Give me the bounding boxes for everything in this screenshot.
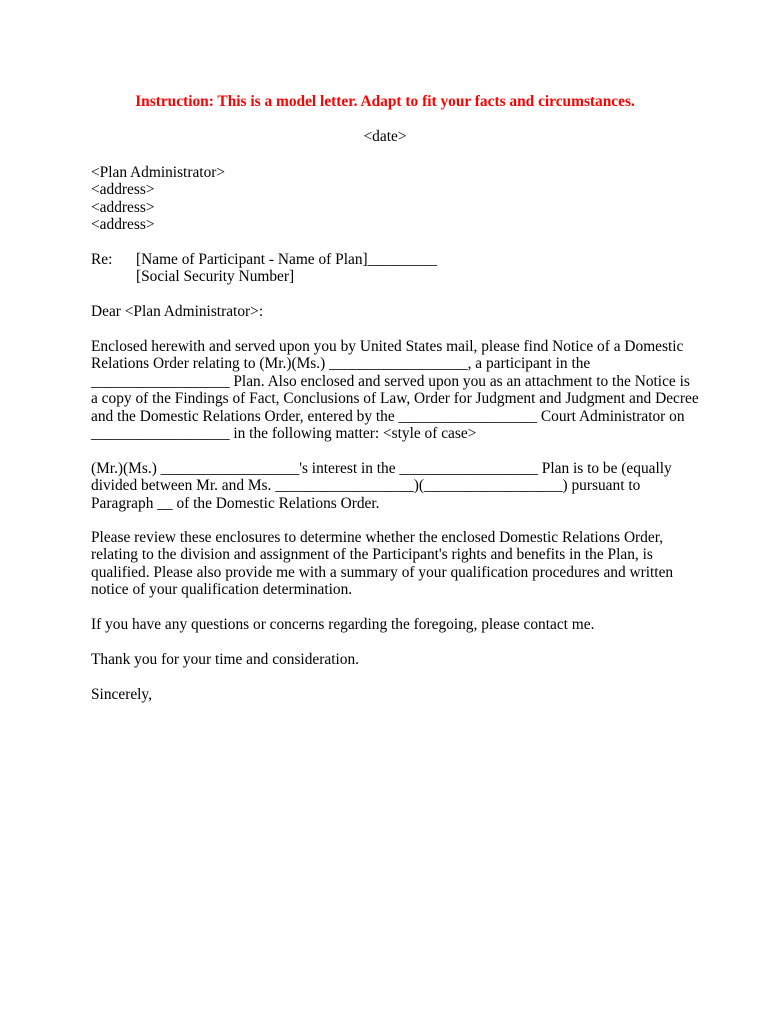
paragraph-line: Enclosed herewith and served upon you by United States mail, please find Notice of a Domestic: [91, 338, 684, 355]
recipient-address-block: [91, 164, 691, 234]
paragraph-line: __________________ Plan. Also enclosed and served upon you as an attachment to the Notice is: [91, 372, 690, 390]
paragraph-line: notice of your qualification determination.: [91, 581, 353, 599]
paragraph-line: __________________ in the following matter: <style of case>: [91, 425, 477, 443]
address-line: <address>: [91, 216, 155, 234]
paragraph-line: Relations Order relating to (Mr.)(Ms.) __________________, a participant in the: [91, 355, 591, 373]
address-line: <Plan Administrator>: [91, 164, 226, 181]
paragraph-line: (Mr.)(Ms.) __________________'s interest in the __________________ Plan is to be (equally: [91, 460, 672, 477]
letter-date: <date>: [363, 128, 407, 145]
body-paragraph-review: [91, 529, 691, 599]
reference-block: [91, 251, 691, 286]
paragraph-line: relating to the division and assignment of the Participant's rights and benefits in the Plan, is: [91, 546, 653, 564]
salutation: Dear <Plan Administrator>:: [91, 303, 264, 320]
body-paragraph-thanks: Thank you for your time and consideration.: [91, 651, 359, 668]
paragraph-line: Paragraph __ of the Domestic Relations Order.: [91, 494, 380, 512]
paragraph-line: divided between Mr. and Ms. __________________)(__________________) pursuant to: [91, 477, 641, 495]
body-paragraph-interest: [91, 460, 691, 512]
re-participant-plan: [Name of Participant - Name of Plan]_________: [136, 251, 437, 268]
body-paragraph-questions: If you have any questions or concerns regarding the foregoing, please contact me.: [91, 616, 595, 633]
closing: Sincerely,: [91, 686, 152, 703]
re-label: Re:: [91, 251, 113, 268]
body-paragraph-notice: [91, 338, 699, 443]
paragraph-line: qualified. Please also provide me with a summary of your qualification procedures and written: [91, 563, 674, 581]
paragraph-line: and the Domestic Relations Order, entered by the __________________ Court Administrator on: [91, 407, 685, 425]
instruction-note: Instruction: This is a model letter. Adapt to fit your facts and circumstances.: [135, 93, 635, 110]
re-ssn: [Social Security Number]: [136, 268, 295, 286]
paragraph-line: a copy of the Findings of Fact, Conclusions of Law, Order for Judgment and Judgment and Decree: [91, 390, 699, 408]
address-line: <address>: [91, 198, 155, 216]
address-line: <address>: [91, 181, 155, 199]
paragraph-line: Please review these enclosures to determine whether the enclosed Domestic Relations Order,: [91, 529, 664, 546]
